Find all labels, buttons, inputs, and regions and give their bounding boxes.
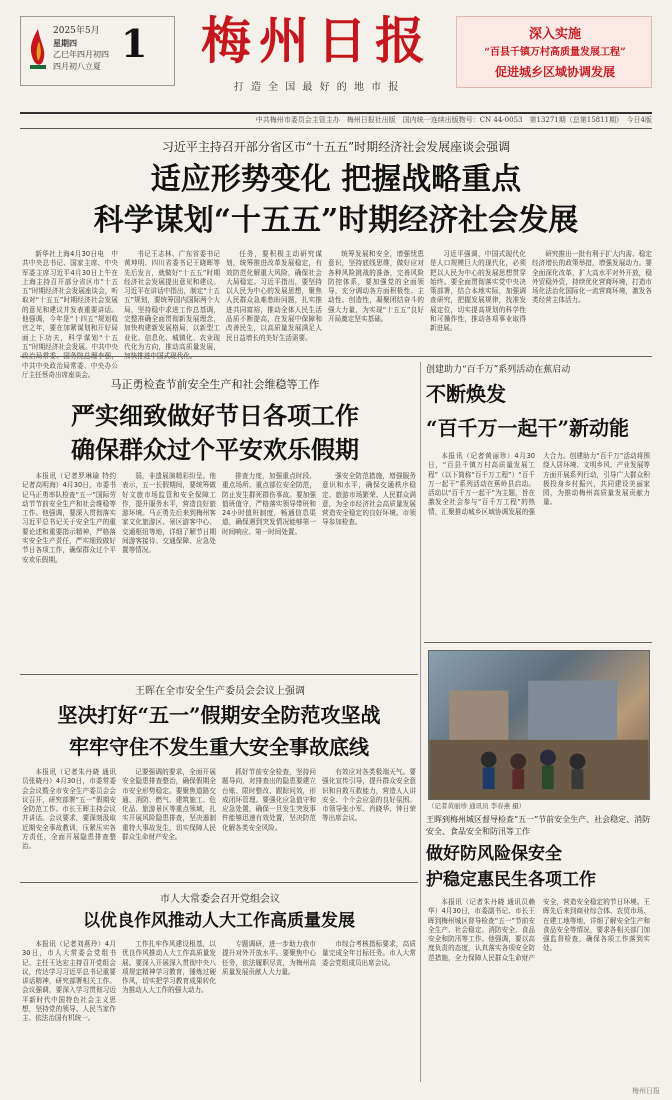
lead-column-5: 习近平强调，中国式现代化是人口规模巨大的现代化，必须把以人民为中心的发展思想贯穿始终。要全面贯彻落实党中央决策部署，结合本地实际，加强调查研究，把握发展规律，找准发展定位，切实提高规划的科学性和可操作性，推动各项事业取得新进展。 [430, 250, 526, 333]
masthead-rule-thin [20, 128, 652, 129]
article5-kicker: 市人大常委会召开党组会议 [160, 894, 280, 905]
lead-column-2: 书记王志林、广东省委书记黄坤明、四川省委书记王晓晖等先后发言，就做好“十五五”时期经济社会发展提出意见和建议。习近平在讲话中指出，制定“十五五”规划，要统筹国内国际两个大局，坚持稳中求进工作总基调，完整准确全面贯彻新发展理念，加快构建新发展格局，以新型工业化、信息化、城镇化、农业现代化为方向，推动高质量发展， [124, 250, 220, 351]
article4-body: 本报讯（记者朱丹晓 通讯员赖华）4月30日，市委副书记、市长王晖到梅州城区督导检查“五一”节前安全生产、社会稳定、消防安全、食品安全和防汛等工作。他强调，要以高度负责的态度，认真落实各项安全防范措施，全力保障人民群众生命财产安全，营造安全稳定的节日环境。王晖先后来到商业综合体、农贸市场、在建工地等地，详细了解安全生产和食品安全等情况，要求各相关部门加强监督检查，确保各项工作落到实处。 [428, 898, 650, 962]
article5-column-2: 工作扎牢作风建设根基，以优良作风推动人大工作高质量发展。要深入开展深入贯彻中央八项规定精神学习教育，锤炼过硬作风，切实把学习教育成果转化为推动人大工作的强大动力。 [122, 940, 216, 995]
masthead [20, 8, 652, 108]
article3-headline-1: 坚决打好“五一”假期安全防范攻坚战 [57, 703, 381, 727]
date-lunar-1: 乙巳年四月初四 [53, 50, 109, 59]
lead-column-4: 统筹发展和安全，增强忧患意识，坚持底线思维，做好应对各种风险挑战的准备，完善风险防控体系，要加强党的全面领导，充分调动各方面积极性、主动性、创造性，凝聚团结奋斗的强大力量，为实现“十五五”良好开局奠定坚实基础。 [328, 250, 424, 324]
section-rule-4 [20, 882, 418, 883]
date-weekday: 星期四 [53, 38, 77, 48]
sidebar1-headline-2: “百千万一起干”新动能 [426, 416, 630, 440]
article2-headline-2: 确保群众过个平安欢乐假期 [71, 435, 359, 464]
promo-line-2: “百县千镇万村高质量发展工程” [484, 47, 626, 58]
masthead-info: 中共梅州市委员会主管主办 梅州日报社出版 国内统一连续出版物号：CN 44-0053 第13271期（总第15811期） 今日4版 [255, 116, 652, 124]
article3-kicker: 王晖在全市安全生产委员会会议上强调 [135, 686, 305, 697]
article2-column-3: 排查力度，加强重点时段、重点场所、重点部位安全防范，防止发生群死群伤事故。要加强值班值守，严格落实领导带班和24小时值班制度，畅通信息渠道，确保遇到突发情况能够第一时间响应、第一时间处置。 [222, 472, 316, 536]
article2-kicker: 马正勇检查节前安全生产和社会维稳等工作 [110, 378, 320, 391]
article5-headline-1: 以优良作风推动人大工作高质量发展 [83, 911, 355, 931]
section-rule-2 [20, 674, 418, 675]
paper-slogan: 打 造 全 国 最 好 的 地 市 报 [233, 82, 401, 93]
article3-column-2: 记要强调的要求，全面开展安全隐患排查整治，确保假期全市安全形势稳定。要聚焦道路交通、消防、燃气、建筑施工、危化品、旅游景区等重点领域，扎实开展风险隐患排查，坚决遏制重特大事故发生，切实保障人民群众生命财产安全。 [122, 768, 216, 842]
article4-headline-1: 做好防风险保安全 [426, 844, 562, 864]
column-divider [420, 362, 421, 1082]
lead-column-3: 任务，要积极主动研究谋划，统筹推进改革发展稳定，有效防范化解重大风险，确保社会大局稳定。习近平指出，要坚持以人民为中心的发展思想，聚焦人民群众急难愁盼问题，扎实推进共同富裕，推动全体人民生活品质不断提高，在发展中保障和改善民生，以高质量发展满足人民日益增长的美好生活需要。 [226, 250, 322, 342]
article3-column-1: 本报讯（记者朱丹晓 通讯员张晓丹）4月30日，市委常委会会议暨全市安全生产委员会会议召开，研究部署“五一”假期安全防范工作。市长王晖主持会议并讲话。会议要求，要深刻汲取近期安全事故教训，压紧压实各方责任，全面开展隐患排查整治。 [22, 768, 116, 851]
photo-caption: （记者黄丽珍 通讯员 李春燕 摄） [428, 802, 526, 810]
date-lunar-2: 四月初八立夏 [53, 62, 101, 71]
article5-column-1: 本报讯（记者刘燕玲）4月30日，市人大常委会党组书记、主任王达宏主持召开党组会议，传达学习习近平总书记重要讲话精神，研究部署相关工作。会议强调，要深入学习贯彻习近平新时代中国特色社会主义思想，坚持党的领导、人民当家作主、依法治国有机统一。 [22, 940, 116, 1023]
lead-headline-2: 科学谋划“十五五”时期经济社会发展 [93, 203, 579, 238]
sidebar1-headline-1: 不断焕发 [426, 382, 506, 406]
photo-scene-icon [429, 651, 649, 799]
promo-line-3: 促进城乡区域协调发展 [494, 65, 615, 79]
flame-logo-icon [27, 27, 49, 71]
promo-line-1: 深入实施 [528, 27, 581, 42]
article4-headline-2: 护稳定惠民生各项工作 [426, 870, 596, 890]
article3-column-3: 抓好节前安全检查，坚持问题导向，对排查出的隐患要建立台账、限时整改、跟踪问效，形成闭环管理。要强化应急值守和应急处置，确保一旦发生突发事件能够迅速有效处置，坚决防范化解各类安全风险。 [222, 768, 316, 832]
sidebar1-kicker: 创建助力“百千万”系列活动在蕉启动 [426, 365, 571, 375]
article5-column-3: 专题调研，进一步助力我市提升对外开放水平。要聚焦中心任务，依法履职尽责，为梅州高质量发展贡献人大力量。 [222, 940, 316, 976]
paper-title: 梅州日报 [201, 11, 433, 70]
article2-column-4: 强安全防范措施，增强服务意识和水平，确保交通秩序稳定、旅游市场繁荣、人民群众满意，为全市经济社会高质量发展营造安全稳定的良好环境。市领导参加检查。 [322, 472, 416, 527]
lead-column-1: 新华社上海4月30日电 中共中央总书记、国家主席、中央军委主席习近平4月30日上午在上海主持召开部分省区市“十五五”时期经济社会发展座谈会，听取对“十五五”时期经济社会发展的意见和建议并发表重要讲话。他强调，今年是“十四五”规划收官之年，要在加紧谋划和开好局面上下功夫，科学谋划“十五五”时期经济社会发展。中共中央 中共中央政治局常委、中央办公厅主任蔡奇出席座谈会。 [22, 250, 118, 379]
section-rule-1 [20, 356, 652, 357]
date-column [53, 25, 109, 73]
watermark: 梅州日报 [632, 1087, 660, 1095]
date-year-month: 2025年5月 [53, 26, 100, 36]
lead-column-6: 研究推出一批有利于扩大内需、稳定经济增长的政策举措，增强发展动力。要全面深化改革，扩大高水平对外开放，稳外贸稳外资，持续优化营商环境，打造市场化法治化国际化一流营商环境，激发各类经营主体活力。 [532, 250, 652, 305]
article5-column-4: 市综合考核指标要求，高质量完成全年目标任务。市人大常委会党组成员出席会议。 [322, 940, 416, 967]
article3-headline-2: 牢牢守住不发生重大安全事故底线 [69, 735, 369, 759]
date-box [20, 16, 175, 86]
article3-column-4: 有效应对各类极端天气。要强化宣传引导，提升群众安全意识和自救互救能力，营造人人讲安全、个个会应急的良好氛围。市领导张小军、肖晓华、钟日荣等出席会议。 [322, 768, 416, 823]
article2-column-1: 本报讯（记者罗琳瑜 特约记者高明海）4月30日，市委书记马正勇率队检查“五一”国际劳动节节前安全生产和社会维稳等工作。他强调，要深入贯彻落实习近平总书记关于安全生产的重要论述和重要指示精神，严格落实安全生产责任，严实细致做好节日各项工作，确保群众过个平安欢乐假期。 [22, 472, 116, 564]
sidebar1-body: 本报讯（记者黄丽珍）4月30日，“百县千镇万村高质量发展工程”（以下简称“百千万工程”）“百千万一起干”系列活动在蕉岭县启动。活动以“百千万一起干”为主题，旨在激发全社会参与“百千万工程”的热情，汇聚推动城乡区域协调发展的强大合力。创建助力“百千万”活动将围绕人居环境、文明乡风、产业发展等方面开展系列行动，引导广大群众积极投身乡村振兴，共同建设美丽家园，为推动梅州高质量发展贡献力量。 [428, 452, 650, 516]
article2-column-2: 弱，非遗展演精彩纷呈。他表示，五一长假期间，要统筹做好文旅市场监管和安全保障工作，提升服务水平，营造良好旅游环境。马正勇先后来到梅州客家文化旅游区、景区游客中心、交通枢纽等地，详细了解节日期间游客接待、交通保障、应急处置等情况。 [122, 472, 216, 555]
date-day: 1 [121, 21, 148, 66]
article4-kicker: 王晖到梅州城区督导检查“五一”节前安全生产、社会稳定、消防安全、食品安全和防汛等工作 [426, 815, 651, 836]
promo-banner [456, 16, 652, 88]
section-rule-3 [424, 642, 652, 643]
lead-headline-1: 适应形势变化 把握战略重点 [150, 162, 522, 197]
lead-kicker: 习近平主持召开部分省区市“十五五”时期经济社会发展座谈会强调 [161, 140, 511, 154]
article2-headline-1: 严实细致做好节日各项工作 [71, 401, 359, 430]
news-photo [428, 650, 650, 800]
